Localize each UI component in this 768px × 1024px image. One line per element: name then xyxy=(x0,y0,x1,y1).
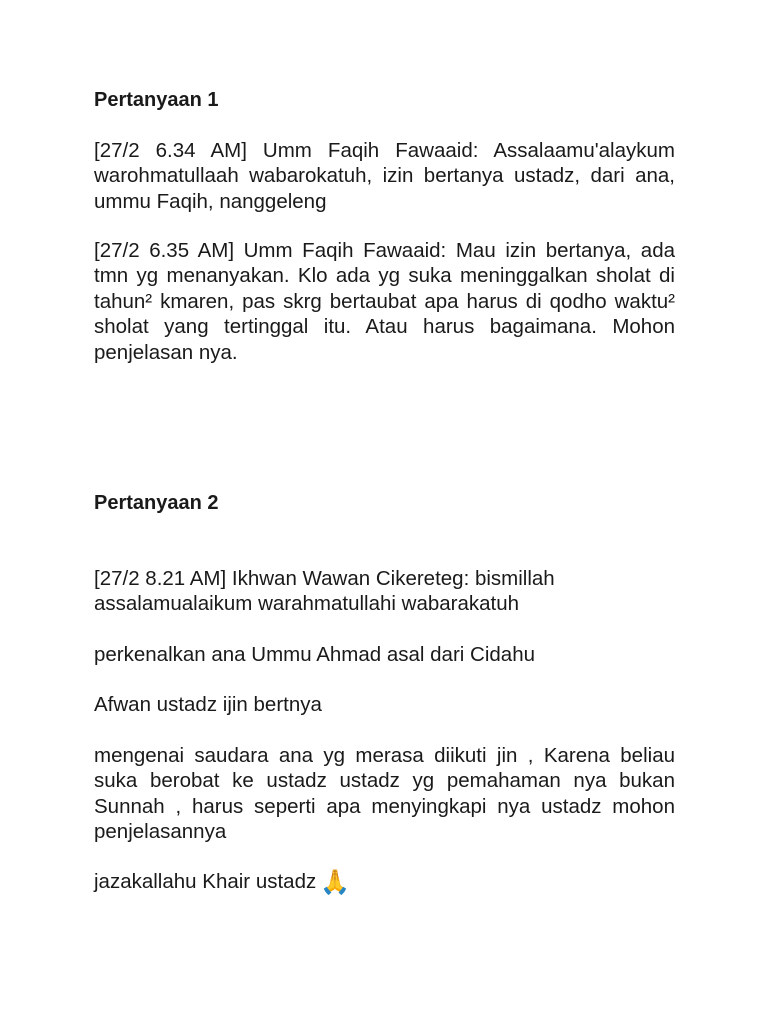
section-1-heading: Pertanyaan 1 xyxy=(94,89,219,111)
section-2-heading: Pertanyaan 2 xyxy=(94,492,219,514)
question-2-body: mengenai saudara ana yg merasa diikuti jin , Karena beliau suka berobat ke ustadz ustadz yg pemahaman nya bukan Sunnah , harus seperti apa menyingkapi nya ustadz mohon penjelasannya xyxy=(94,744,675,844)
question-2-message-1: [27/2 8.21 AM] Ikhwan Wawan Cikereteg: bismillah assalamualaikum warahmatullahi wabarakatuh xyxy=(94,567,555,616)
closing-text: jazakallahu Khair ustadz xyxy=(94,870,317,893)
praying-hands-icon: 🙏 xyxy=(320,869,351,896)
question-1-message-2: [27/2 6.35 AM] Umm Faqih Fawaaid: Mau izin bertanya, ada tmn yg menanyakan. Klo ada yg suka meninggalkan sholat di tahun² kmaren, pas skrg bertaubat apa harus di qodho waktu² sholat yang tertinggal itu. Atau harus bagaimana. Mohon penjelasan nya. xyxy=(94,239,675,364)
question-2-introduction: perkenalkan ana Ummu Ahmad asal dari Cidahu xyxy=(94,643,536,666)
question-2-closing xyxy=(94,869,675,894)
question-2-request: Afwan ustadz ijin bertnya xyxy=(94,693,322,716)
question-1-message-1: [27/2 6.34 AM] Umm Faqih Fawaaid: Assalaamu'alaykum warohmatullaah wabarokatuh, izin bertanya ustadz, dari ana, ummu Faqih, nanggeleng xyxy=(94,139,675,213)
